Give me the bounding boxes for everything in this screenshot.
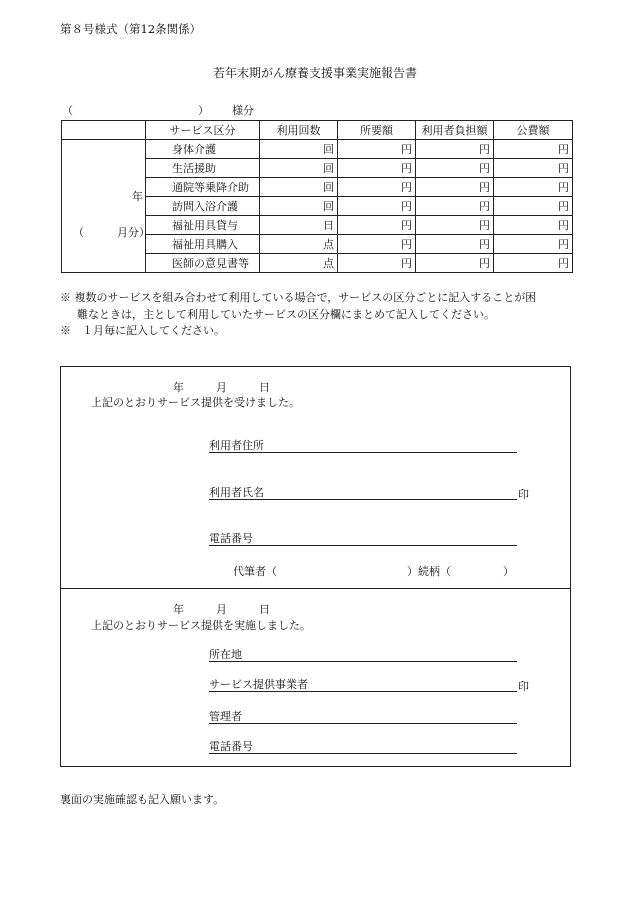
service-name: 医師の意見書等 (146, 254, 260, 273)
date-year-label: 年 (173, 603, 184, 616)
user-date-line (173, 379, 270, 395)
provider-location-field[interactable] (209, 648, 517, 662)
user-address-field[interactable] (209, 439, 517, 453)
public-expense-cell[interactable]: 円 (494, 254, 573, 273)
date-month-label: 月 (216, 381, 227, 394)
usage-count-cell[interactable]: 回 (260, 140, 338, 159)
service-name: 生活援助 (146, 159, 260, 178)
column-header: 公費額 (494, 121, 573, 140)
required-amount-cell[interactable]: 円 (338, 254, 416, 273)
provider-manager-label: 管理者 (209, 710, 242, 723)
provider-name-field[interactable] (209, 678, 517, 692)
table-corner-cell (62, 121, 146, 140)
provider-statement: 上記のとおりサービス提供を実施しました。 (91, 619, 311, 632)
public-expense-cell[interactable]: 円 (494, 197, 573, 216)
user-burden-cell[interactable]: 円 (416, 235, 494, 254)
service-name: 身体介護 (146, 140, 260, 159)
period-cell[interactable] (62, 140, 150, 273)
provider-manager-field[interactable] (209, 710, 517, 724)
public-expense-cell[interactable]: 円 (494, 235, 573, 254)
proxy-line (233, 563, 277, 579)
recipient-close-paren: ） (198, 104, 209, 117)
public-expense-cell[interactable]: 円 (494, 178, 573, 197)
provider-name-label: サービス提供事業者 (209, 678, 308, 691)
usage-count-cell[interactable]: 日 (260, 216, 338, 235)
date-year-label: 年 (173, 381, 184, 394)
service-name: 通院等乗降介助 (146, 178, 260, 197)
period-month-label: （ 月分） (73, 226, 150, 239)
public-expense-cell[interactable]: 円 (494, 216, 573, 235)
required-amount-cell[interactable]: 円 (338, 197, 416, 216)
user-name-field[interactable] (209, 486, 517, 500)
relation-close-paren: ） (503, 565, 514, 578)
provider-date-line (173, 601, 270, 617)
user-statement: 上記のとおりサービス提供を受けました。 (91, 396, 300, 409)
usage-count-cell[interactable]: 点 (260, 235, 338, 254)
usage-count-cell[interactable]: 回 (260, 159, 338, 178)
public-expense-cell[interactable]: 円 (494, 140, 573, 159)
note-text: 難なときは，主として利用していたサービスの区分欄にまとめて記入してください。 (77, 307, 495, 321)
footer-note: 裏面の実施確認も記入願います。 (60, 793, 225, 806)
required-amount-cell[interactable]: 円 (338, 235, 416, 254)
relation-close (503, 563, 514, 579)
column-header: 利用者負担額 (416, 121, 494, 140)
usage-count-cell[interactable]: 回 (260, 178, 338, 197)
table-header-row (62, 121, 573, 140)
user-phone-field[interactable] (209, 532, 517, 546)
notes-block (60, 290, 580, 340)
public-expense-cell[interactable]: 円 (494, 159, 573, 178)
recipient-suffix: 様分 (232, 104, 254, 117)
column-header: 利用回数 (260, 121, 338, 140)
user-seal-mark: 印 (518, 488, 529, 501)
user-address-label: 利用者住所 (209, 439, 264, 452)
usage-count-cell[interactable]: 点 (260, 254, 338, 273)
required-amount-cell[interactable]: 円 (338, 140, 416, 159)
recipient-open-paren: （ (62, 104, 73, 117)
table-row (62, 140, 573, 159)
provider-location-label: 所在地 (209, 648, 242, 661)
provider-confirmation-box (60, 588, 571, 767)
required-amount-cell[interactable]: 円 (338, 216, 416, 235)
relation-line (407, 563, 451, 579)
note-text: ※ １月毎に記入してください。 (60, 324, 225, 337)
user-burden-cell[interactable]: 円 (416, 197, 494, 216)
service-name: 福祉用具貸与 (146, 216, 260, 235)
column-header: サービス区分 (146, 121, 260, 140)
user-burden-cell[interactable]: 円 (416, 178, 494, 197)
period-year-label: 年 (132, 190, 143, 203)
user-burden-cell[interactable]: 円 (416, 254, 494, 273)
provider-seal-mark: 印 (518, 680, 529, 693)
user-name-label: 利用者氏名 (209, 486, 264, 499)
date-day-label: 日 (259, 381, 270, 394)
form-number: 第８号様式（第12条関係） (60, 22, 202, 36)
column-header: 所要額 (338, 121, 416, 140)
service-name: 福祉用具購入 (146, 235, 260, 254)
user-burden-cell[interactable]: 円 (416, 216, 494, 235)
proxy-label: 代筆者（ (233, 565, 277, 578)
user-confirmation-box (60, 366, 571, 589)
user-burden-cell[interactable]: 円 (416, 140, 494, 159)
user-phone-label: 電話番号 (209, 532, 253, 545)
date-month-label: 月 (216, 603, 227, 616)
note-text: ※ 複数のサービスを組み合わせて利用している場合で，サービスの区分ごとに記入することが困 (60, 291, 537, 304)
required-amount-cell[interactable]: 円 (338, 178, 416, 197)
service-usage-table (61, 120, 573, 273)
required-amount-cell[interactable]: 円 (338, 159, 416, 178)
user-burden-cell[interactable]: 円 (416, 159, 494, 178)
date-day-label: 日 (259, 603, 270, 616)
provider-phone-label: 電話番号 (209, 740, 253, 753)
document-title: 若年末期がん療養支援事業実施報告書 (212, 66, 417, 80)
service-name: 訪問入浴介護 (146, 197, 260, 216)
provider-phone-field[interactable] (209, 740, 517, 754)
usage-count-cell[interactable]: 回 (260, 197, 338, 216)
relation-label: ）続柄（ (407, 565, 451, 578)
